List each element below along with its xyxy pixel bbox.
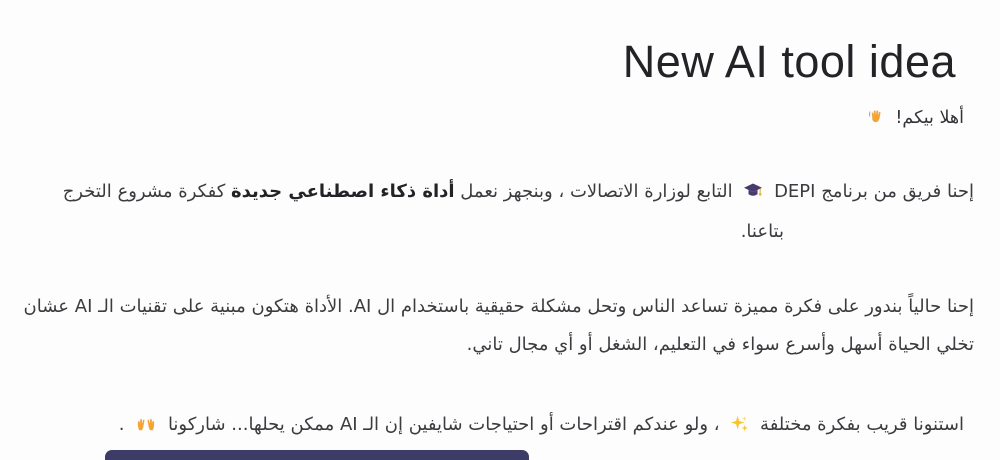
greeting-text: أهلا بيكم! (895, 108, 964, 128)
intro-text-1: إحنا فريق من برنامج DEPI (774, 181, 974, 202)
outro-paragraph (26, 406, 964, 444)
outro-text-1: استنونا قريب بفكرة مختلفة (760, 414, 964, 435)
idea-paragraph (23, 288, 974, 364)
intro-text-3: كفكرة مشروع التخرج (62, 181, 226, 202)
intro-line-1 (26, 172, 974, 212)
idea-text-2: تخلي الحياة أسهل وأسرع سواء في التعليم، الشغل أو أي مجال تاني. (466, 334, 974, 355)
outro-text-3: . (118, 414, 125, 435)
open-hands-icon (135, 415, 157, 433)
outro-text-2: ، ولو عندكم اقتراحات أو احتياجات شايفين إن الـ AI ممكن يحلها... شاركونا (167, 414, 720, 435)
outro-line (26, 406, 964, 444)
idea-line-2 (26, 326, 974, 364)
idea-line-1 (23, 288, 974, 326)
sparkles-icon (730, 414, 749, 433)
page-title: New AI tool idea (622, 36, 956, 87)
waving-hand-icon (866, 107, 885, 126)
intro-text-2: التابع لوزارة الاتصالات ، وبنجهز نعمل (460, 181, 733, 202)
bottom-bar[interactable] (105, 450, 529, 460)
intro-continuation: بتاعنا. (740, 221, 784, 242)
graduation-cap-icon (743, 181, 763, 200)
intro-text-bold: أداة ذكاء اصطناعي جديدة (231, 181, 455, 202)
greeting-line (861, 103, 964, 133)
intro-line-2 (26, 212, 974, 252)
idea-text-1: إحنا حالياً بندور على فكرة مميزة تساعد الناس وتحل مشكلة حقيقية باستخدام ال AI. الأداة هتكون مبنية على تقنيات الـ AI عشان (23, 296, 974, 317)
intro-paragraph (26, 172, 974, 252)
